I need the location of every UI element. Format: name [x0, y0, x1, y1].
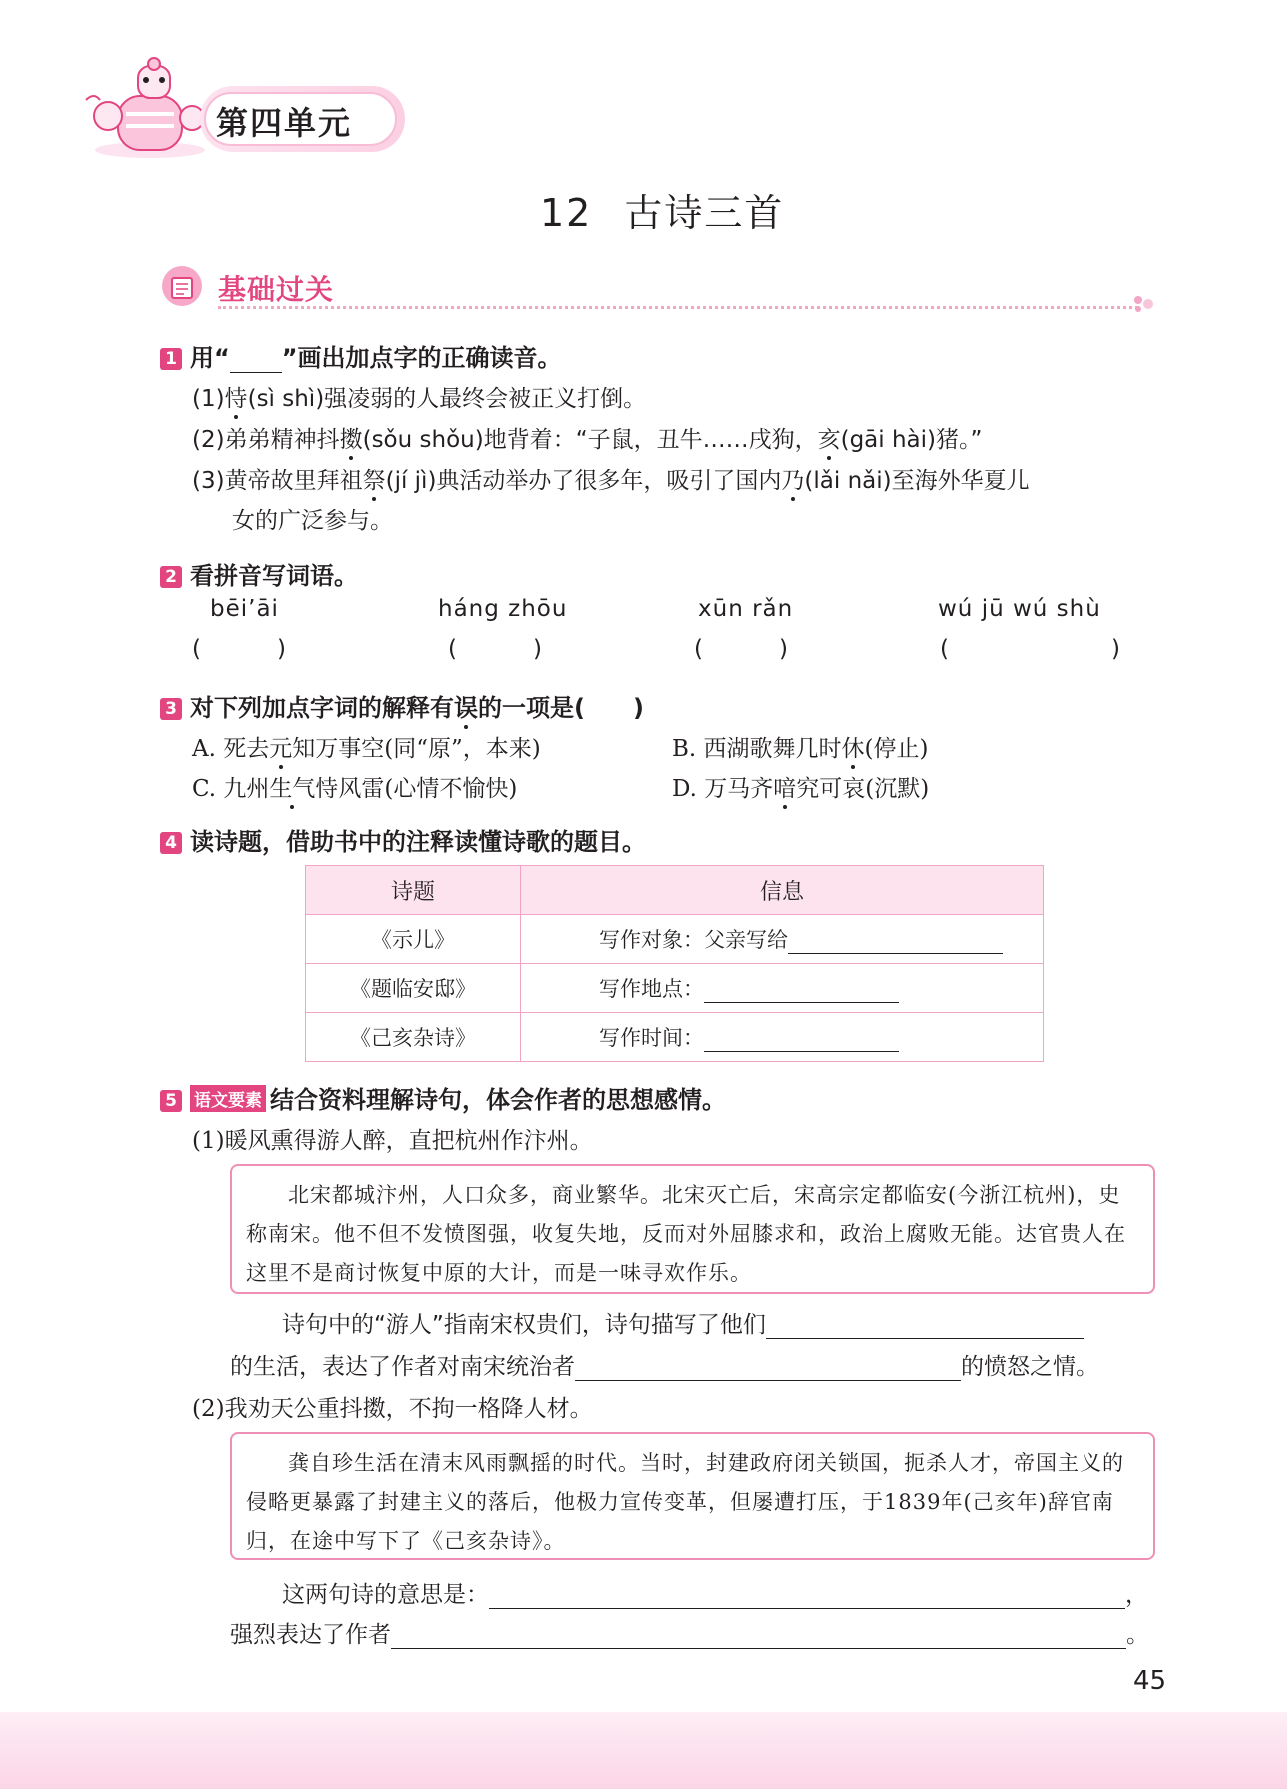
reference-box-2: 龚自珍生活在清末风雨飘摇的时代。当时，封建政府闭关锁国，扼杀人才，帝国主义的侵略更暴露了封建主义的落后，他极力宣传变革，但屡遭打压，于1839年(己亥年)辞官南归，在途中写下了《己亥杂诗》。: [230, 1432, 1155, 1560]
option-a: A. 死去元知万事空(同“原”，本来): [192, 736, 541, 762]
answer-paren-4[interactable]: ( ): [940, 636, 1120, 662]
question-5-title: 5 语文要素 结合资料理解诗句，体会作者的思想感情。: [160, 1080, 726, 1115]
mascot-illustration: [82, 56, 214, 160]
answer-blank[interactable]: [788, 953, 1003, 954]
lesson-number: 12: [540, 191, 593, 235]
question-1-title: 1 用“ ”画出加点字的正确读音。: [160, 338, 562, 373]
question-2-title: 2 看拼音写词语。: [160, 556, 358, 591]
q1-item-3: (3)黄帝故里拜祖祭(jí jì)典活动举办了很多年，吸引了国内乃(lǎi nǎi)至海外华夏儿: [192, 468, 1030, 494]
footer-band: [0, 1712, 1287, 1789]
category-badge: 语文要素: [190, 1085, 266, 1112]
reference-box-1: 北宋都城汴州，人口众多，商业繁华。北宋灭亡后，宋高宗定都临安(今浙江杭州)，史称南宋。他不但不发愤图强，收复失地，反而对外屈膝求和，政治上腐败无能。达官贵人在这里不是商讨恢复中原的大计，而是一味寻欢作乐。: [230, 1164, 1155, 1294]
question-number: 3: [160, 698, 182, 720]
section-heading: 基础过关: [218, 273, 335, 306]
answer-paren-1[interactable]: ( ): [192, 636, 286, 662]
pinyin-3: xūn rǎn: [698, 596, 794, 622]
lesson-name: 古诗三首: [624, 191, 785, 235]
option-b: B. 西湖歌舞几时休(停止): [672, 736, 929, 762]
q5-1-answer-line-2: 的生活，表达了作者对南宋统治者 的愤怒之情。: [230, 1354, 1099, 1380]
answer-blank[interactable]: [766, 1338, 1084, 1339]
underline-sample: [230, 372, 282, 373]
q5-1-answer-line-1: 诗句中的“游人”指南宋权贵们，诗句描写了他们: [282, 1306, 1084, 1339]
table-row: 《己亥杂诗》 写作时间：: [306, 1013, 1044, 1062]
dotted-char: 恃: [224, 386, 248, 412]
answer-blank[interactable]: [391, 1648, 1126, 1649]
question-4-title: 4 读诗题，借助书中的注释读懂诗歌的题目。: [160, 822, 646, 857]
pinyin-1: bēi’āi: [210, 596, 279, 622]
answer-paren-3[interactable]: ( ): [694, 636, 788, 662]
col-header-title: 诗题: [306, 866, 521, 915]
dotted-char: 误: [454, 694, 478, 722]
answer-paren-2[interactable]: ( ): [448, 636, 542, 662]
unit-title: 第四单元: [216, 104, 353, 142]
table-row: 《示儿》 写作对象：父亲写给: [306, 915, 1044, 964]
q1-item-3-cont: 女的广泛参与。: [232, 508, 393, 534]
poem-line-2: (2)我劝天公重抖擞，不拘一格降人材。: [192, 1396, 593, 1422]
answer-blank[interactable]: [704, 1051, 899, 1052]
page-number: 45: [1133, 1666, 1167, 1696]
q1-item-1: (1)恃(sì shì)强凌弱的人最终会被正义打倒。: [192, 386, 647, 412]
question-number: 2: [160, 566, 182, 588]
col-header-info: 信息: [521, 866, 1044, 915]
q1-item-2: (2)弟弟精神抖擞(sǒu shǒu)地背着：“子鼠，丑牛……戌狗，亥(gāi hài)猪。”: [192, 427, 983, 453]
question-number: 5: [160, 1090, 182, 1112]
dotted-char: 乃: [781, 468, 805, 494]
pinyin-4: wú jū wú shù: [938, 596, 1101, 622]
lesson-title: [540, 182, 784, 237]
table-header-row: [306, 866, 1044, 915]
dotted-char: 祭: [362, 468, 386, 494]
answer-blank[interactable]: [489, 1608, 1125, 1609]
book-icon: [160, 264, 208, 308]
dotted-char: 擞: [339, 427, 363, 453]
answer-blank[interactable]: [704, 1002, 899, 1003]
q5-2-answer-line-2: 强烈表达了作者 。: [230, 1622, 1149, 1648]
option-c: C. 九州生气恃风雷(心情不愉快): [192, 776, 518, 802]
table-row: 《题临安邸》 写作地点：: [306, 964, 1044, 1013]
option-d: D. 万马齐喑究可哀(沉默): [672, 776, 930, 802]
pinyin-2: háng zhōu: [438, 596, 568, 622]
q5-2-answer-line-1: 这两句诗的意思是： ，: [282, 1582, 1148, 1608]
question-number: 4: [160, 832, 182, 854]
dotted-char: 亥: [817, 427, 841, 453]
info-table: [305, 865, 1044, 1062]
poem-line-1: (1)暖风熏得游人醉，直把杭州作汴州。: [192, 1128, 593, 1154]
question-3-title: 3 对下列加点字词的解释有误的一项是( ): [160, 688, 644, 723]
dots-ornament: [1132, 294, 1162, 314]
question-number: 1: [160, 348, 182, 370]
section-divider: [218, 306, 1138, 309]
answer-blank[interactable]: [575, 1380, 961, 1381]
